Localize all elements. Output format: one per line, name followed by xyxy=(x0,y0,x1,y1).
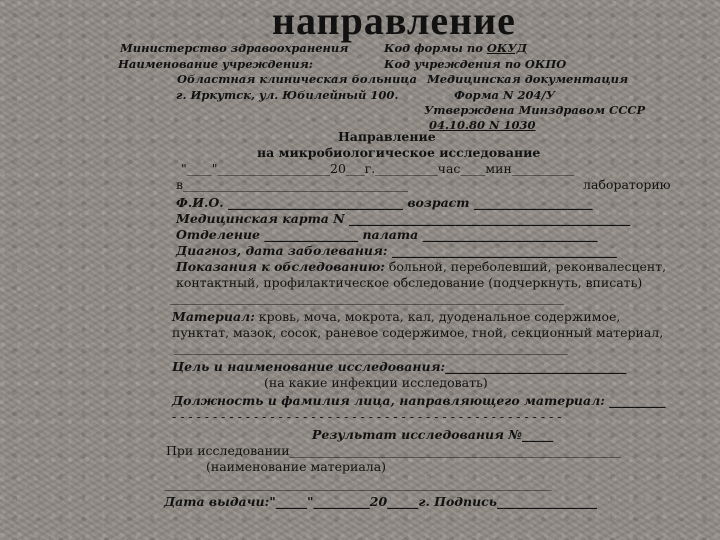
institution-name: Областная клиническая больница xyxy=(177,72,418,86)
okud-code-label: Код формы по ОКУД xyxy=(384,41,527,55)
form-number: Форма N 204/У xyxy=(454,88,556,102)
research-goal-note: (на какие инфекции исследовать) xyxy=(264,375,488,390)
approval-order: 04.10.80 N 1030 xyxy=(429,118,536,132)
department-ward-field[interactable]: Отделение _______________ палата ____________________________ xyxy=(176,227,598,242)
result-blank[interactable]: ______________________________________________________________ xyxy=(164,476,552,491)
approval-note: Утверждена Минздравом СССР xyxy=(424,103,646,117)
laboratory-label: лабораторию xyxy=(583,177,671,192)
ministry-label: Министерство здравоохранения xyxy=(120,41,349,55)
research-goal-field[interactable]: Цель и наименование исследования:_____________________________ xyxy=(172,359,627,374)
patient-name-age-field[interactable]: Ф.И.О. ____________________________ возраст ___________________ xyxy=(176,195,593,210)
material-blank[interactable]: _______________________________________________________________ xyxy=(174,340,568,355)
material-line-2: пунктат, мазок, сосок, раневое содержимое, гной, секционный материал, xyxy=(172,325,664,340)
material-line: Материал: кровь, моча, мокрота, кал, дуоденальное содержимое, xyxy=(172,309,621,324)
okpo-code-label: Код учреждения по ОКПО xyxy=(384,57,567,71)
indications-line-2: контактный, профилактическое обследование (подчеркнуть, вписать) xyxy=(176,275,643,290)
study-field[interactable]: При исследовании_____________________________________________________ xyxy=(166,443,621,458)
laboratory-field[interactable]: в____________________________________ xyxy=(176,177,409,192)
separator-dashes: - - - - - - - - - - - - - - - - - - - - - - - - - - - - - - - - - - - - - - - - - - - - - - - - xyxy=(172,409,562,424)
indications-line: Показания к обследованию: больной, переболевший, реконвалесцент, xyxy=(176,259,667,274)
institution-address: г. Иркутск, ул. Юбилейный 100. xyxy=(176,88,399,102)
sender-field[interactable]: Должность и фамилия лица, направляющего материал: _________ xyxy=(172,393,666,408)
institution-name-label: Наименование учреждения: xyxy=(118,57,313,71)
diagnosis-field[interactable]: Диагноз, дата заболевания: ____________________________________ xyxy=(176,243,617,258)
form-subheading: на микробиологическое исследование xyxy=(257,145,541,160)
document-title: направление xyxy=(272,0,516,43)
issue-date-signature-field[interactable]: Дата выдачи:"_____"_________20_____г. Подпись________________ xyxy=(164,494,598,509)
material-name-note: (наименование материала) xyxy=(206,459,387,474)
date-time-field[interactable]: "____"__________________20___г.__________час____мин__________ xyxy=(181,161,575,176)
medical-card-field[interactable]: Медицинская карта N _____________________________________________ xyxy=(176,211,631,226)
indications-blank[interactable]: _______________________________________________________________ xyxy=(170,290,564,305)
form-heading: Направление xyxy=(338,129,436,144)
medical-documentation-label: Медицинская документация xyxy=(427,72,629,86)
result-heading[interactable]: Результат исследования №_____ xyxy=(312,427,554,442)
